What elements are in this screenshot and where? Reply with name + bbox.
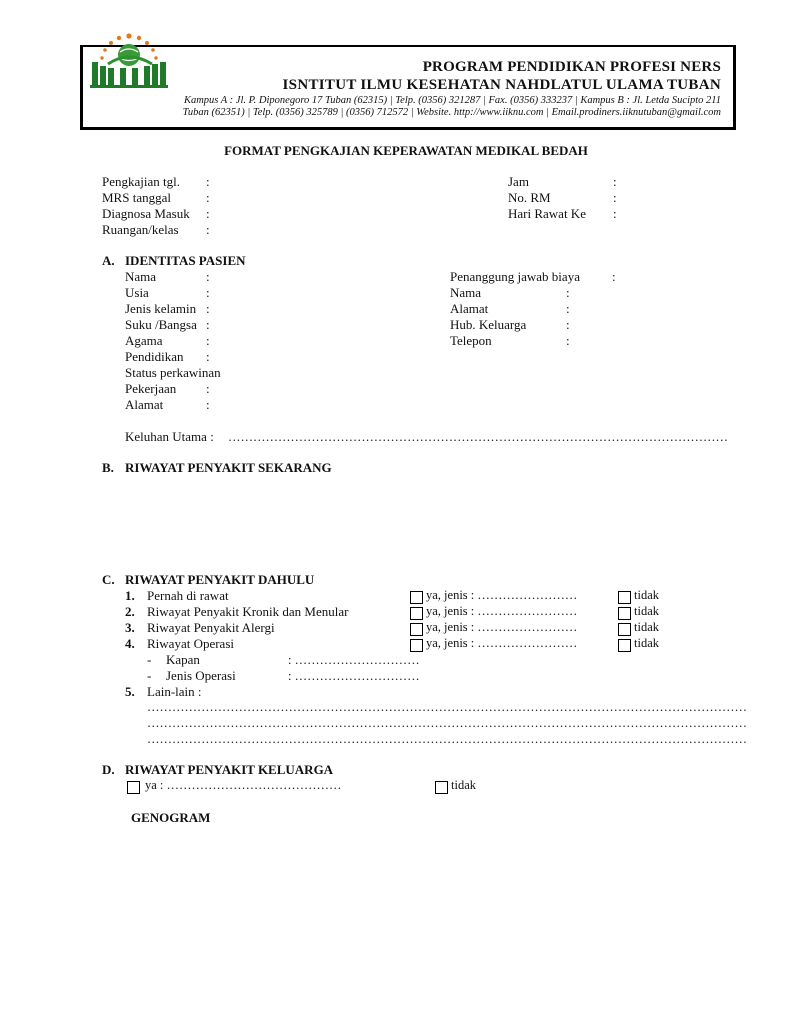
field-diagnosa-masuk: Diagnosa Masuk: [102, 206, 190, 221]
colon: :: [206, 285, 210, 300]
field-telepon: Telepon: [450, 333, 492, 348]
section-b-title: RIWAYAT PENYAKIT SEKARANG: [125, 460, 332, 475]
tidak-label: tidak: [634, 620, 659, 634]
tidak-label: tidak: [634, 588, 659, 602]
section-a-letter: A.: [102, 253, 115, 268]
ya-checkbox[interactable]: [410, 623, 423, 636]
section-c-title: RIWAYAT PENYAKIT DAHULU: [125, 572, 315, 587]
item-lain-lain: Lain-lain :: [147, 684, 202, 699]
section-c-letter: C.: [102, 572, 115, 587]
ya-checkbox[interactable]: [410, 591, 423, 604]
colon: :: [206, 190, 210, 205]
tidak-label: tidak: [451, 778, 476, 792]
sub-item-dash: -: [147, 668, 152, 683]
colon: :: [206, 397, 210, 412]
colon: :: [613, 174, 617, 189]
field-no-rm: No. RM: [508, 190, 551, 205]
ya-jenis-label: ya, jenis : ……………………: [426, 620, 578, 634]
sub-item-jenis-operasi-value: : …………………………: [288, 669, 420, 683]
section-b-letter: B.: [102, 460, 114, 475]
ya-checkbox[interactable]: [410, 607, 423, 620]
field-pj-nama: Nama: [450, 285, 482, 300]
field-ruangan-kelas: Ruangan/kelas: [102, 222, 179, 237]
lain-lain-dots-line: ………………………………………………………………………………………………………………………………: [147, 732, 747, 746]
genogram-heading: GENOGRAM: [131, 810, 211, 825]
field-jenis-kelamin: Jenis kelamin: [125, 301, 197, 316]
tidak-checkbox[interactable]: [618, 623, 631, 636]
item-number: 5.: [125, 684, 135, 699]
colon: :: [206, 317, 210, 332]
keluhan-utama-label: Keluhan Utama :: [125, 429, 214, 444]
field-pengkajian-tgl: Pengkajian tgl.: [102, 174, 180, 189]
tidak-checkbox[interactable]: [618, 639, 631, 652]
address-line-2: Tuban (62351) | Telp. (0356) 325789 | (0356) 712572 | Website. http://www.iiknu.com | Email.prodiners.iiknutuban@gmail.com: [182, 107, 721, 118]
item-number: 1.: [125, 588, 135, 603]
colon: :: [206, 222, 210, 237]
tidak-checkbox[interactable]: [618, 591, 631, 604]
ya-checkbox[interactable]: [127, 781, 140, 794]
colon: :: [612, 269, 616, 284]
colon: :: [566, 301, 570, 316]
lain-lain-dots-line: ………………………………………………………………………………………………………………………………: [147, 700, 747, 714]
field-jam: Jam: [508, 174, 529, 189]
field-pendidikan: Pendidikan: [125, 349, 184, 364]
colon: :: [566, 285, 570, 300]
tidak-checkbox[interactable]: [618, 607, 631, 620]
field-status-perkawinan: Status perkawinan: [125, 365, 221, 380]
field-mrs-tanggal: MRS tanggal: [102, 190, 171, 205]
colon: :: [613, 190, 617, 205]
field-alamat: Alamat: [125, 397, 164, 412]
field-pj-alamat: Alamat: [450, 301, 489, 316]
item-number: 2.: [125, 604, 135, 619]
sub-item-jenis-operasi: Jenis Operasi: [166, 668, 236, 683]
section-a-title: IDENTITAS PASIEN: [125, 253, 246, 268]
ya-checkbox[interactable]: [410, 639, 423, 652]
item-riwayat-operasi: Riwayat Operasi: [147, 636, 235, 651]
form-title: FORMAT PENGKAJIAN KEPERAWATAN MEDIKAL BEDAH: [224, 143, 588, 158]
field-hub-keluarga: Hub. Keluarga: [450, 317, 527, 332]
section-d-letter: D.: [102, 762, 115, 777]
sub-item-kapan: Kapan: [166, 652, 200, 667]
field-agama: Agama: [125, 333, 163, 348]
field-penanggung-jawab-biaya: Penanggung jawab biaya: [450, 269, 580, 284]
colon: :: [206, 349, 210, 364]
field-nama: Nama: [125, 269, 157, 284]
program-title: PROGRAM PENDIDIKAN PROFESI NERS: [422, 59, 721, 75]
colon: :: [613, 206, 617, 221]
colon: :: [206, 381, 210, 396]
colon: :: [206, 333, 210, 348]
tidak-checkbox[interactable]: [435, 781, 448, 794]
lain-lain-dots-line: ………………………………………………………………………………………………………………………………: [147, 716, 747, 730]
field-suku-bangsa: Suku /Bangsa: [125, 317, 197, 332]
tidak-label: tidak: [634, 636, 659, 650]
item-riwayat-kronik: Riwayat Penyakit Kronik dan Menular: [147, 604, 349, 619]
ya-label: ya : ……………………………………: [145, 778, 342, 792]
keluhan-utama-dots: …………………………………………………………………………………………………………: [228, 430, 728, 444]
sub-item-kapan-value: : …………………………: [288, 653, 420, 667]
tidak-label: tidak: [634, 604, 659, 618]
item-number: 4.: [125, 636, 135, 651]
colon: :: [206, 174, 210, 189]
field-hari-rawat-ke: Hari Rawat Ke: [508, 206, 586, 221]
colon: :: [206, 269, 210, 284]
address-line-1: Kampus A : Jl. P. Diponegoro 17 Tuban (62315) | Telp. (0356) 321287 | Fax. (0356) 333237 | Kampus B : Jl. Letda Sucipto 211: [183, 95, 721, 106]
field-pekerjaan: Pekerjaan: [125, 381, 177, 396]
item-pernah-dirawat: Pernah di rawat: [147, 588, 229, 603]
iiknu-logo: [86, 28, 172, 90]
item-number: 3.: [125, 620, 135, 635]
ya-jenis-label: ya, jenis : ……………………: [426, 604, 578, 618]
item-riwayat-alergi: Riwayat Penyakit Alergi: [147, 620, 275, 635]
colon: :: [206, 206, 210, 221]
colon: :: [206, 301, 210, 316]
section-d-title: RIWAYAT PENYAKIT KELUARGA: [125, 762, 334, 777]
sub-item-dash: -: [147, 652, 152, 667]
colon: :: [566, 333, 570, 348]
ya-jenis-label: ya, jenis : ……………………: [426, 588, 578, 602]
colon: :: [566, 317, 570, 332]
ya-jenis-label: ya, jenis : ……………………: [426, 636, 578, 650]
field-usia: Usia: [125, 285, 149, 300]
institute-title: ISNTITUT ILMU KESEHATAN NAHDLATUL ULAMA TUBAN: [282, 77, 721, 93]
